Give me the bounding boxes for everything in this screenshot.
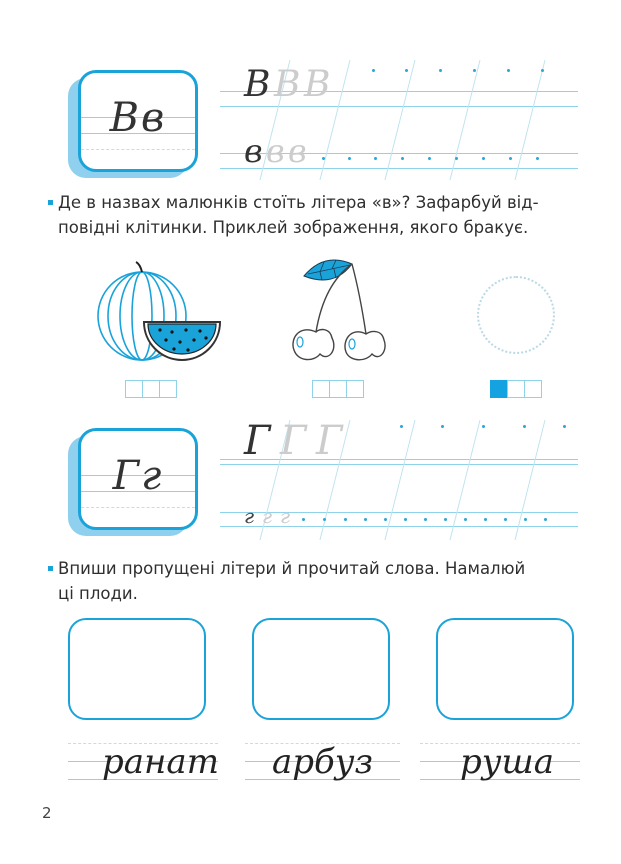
instruction-line: ці плоди. xyxy=(58,584,138,603)
card-letters: Вв xyxy=(109,95,167,141)
sound-cells-cherries xyxy=(313,380,364,398)
word-pomegranate[interactable]: ранат xyxy=(102,742,219,782)
guide-line xyxy=(81,149,195,150)
sticker-placeholder[interactable] xyxy=(477,276,555,354)
trace-letter[interactable]: Г xyxy=(316,418,343,464)
slant-lines xyxy=(220,420,580,540)
trace-letter[interactable]: В xyxy=(304,64,331,105)
sample-letter: г xyxy=(244,504,255,528)
sound-cells-sticker xyxy=(491,380,542,398)
trace-letter[interactable]: Г xyxy=(280,418,307,464)
sample-letter: в xyxy=(244,132,263,170)
sound-cell[interactable] xyxy=(125,380,143,398)
sound-cell[interactable] xyxy=(524,380,542,398)
trace-letter[interactable]: в xyxy=(288,132,307,170)
sound-cells-watermelon xyxy=(126,380,177,398)
sample-letter: Г xyxy=(244,418,271,464)
square-bullet-icon xyxy=(48,200,53,205)
drawing-box-1[interactable] xyxy=(68,618,206,720)
task-instruction-1 xyxy=(58,190,539,240)
letter-card-h xyxy=(78,428,198,528)
sound-cell[interactable] xyxy=(159,380,177,398)
trace-letter[interactable]: В xyxy=(274,64,301,105)
cherries-icon xyxy=(284,254,394,364)
sample-letter: В xyxy=(244,64,271,105)
instruction-line: повідні клітинки. Приклей зображення, якого бракує. xyxy=(58,218,529,237)
guide-line xyxy=(81,507,195,508)
sound-cell[interactable] xyxy=(142,380,160,398)
card-face xyxy=(78,428,198,530)
page-number: 2 xyxy=(42,804,52,822)
letter-card-v xyxy=(78,70,198,170)
trace-letter[interactable]: в xyxy=(266,132,285,170)
card-face xyxy=(78,70,198,172)
sound-cell[interactable] xyxy=(312,380,330,398)
drawing-box-2[interactable] xyxy=(252,618,390,720)
word-watermelon[interactable]: арбуз xyxy=(272,742,374,782)
sound-cell[interactable] xyxy=(507,380,525,398)
instruction-line: Впиши пропущені літери й прочитай слова. Намалюй xyxy=(58,559,526,578)
square-bullet-icon xyxy=(48,566,53,571)
drawing-box-3[interactable] xyxy=(436,618,574,720)
sound-cell-filled[interactable] xyxy=(490,380,508,398)
task-instruction-2 xyxy=(58,556,525,606)
watermelon-icon xyxy=(90,260,230,370)
instruction-line: Де в назвах малюнків стоїть літера «в»? Зафарбуй від- xyxy=(58,193,539,212)
word-pear[interactable]: руша xyxy=(460,742,554,782)
sound-cell[interactable] xyxy=(329,380,347,398)
sound-cell[interactable] xyxy=(346,380,364,398)
trace-letter[interactable]: г xyxy=(280,504,291,528)
trace-letter[interactable]: г xyxy=(262,504,273,528)
card-letters: Гг xyxy=(112,453,164,499)
